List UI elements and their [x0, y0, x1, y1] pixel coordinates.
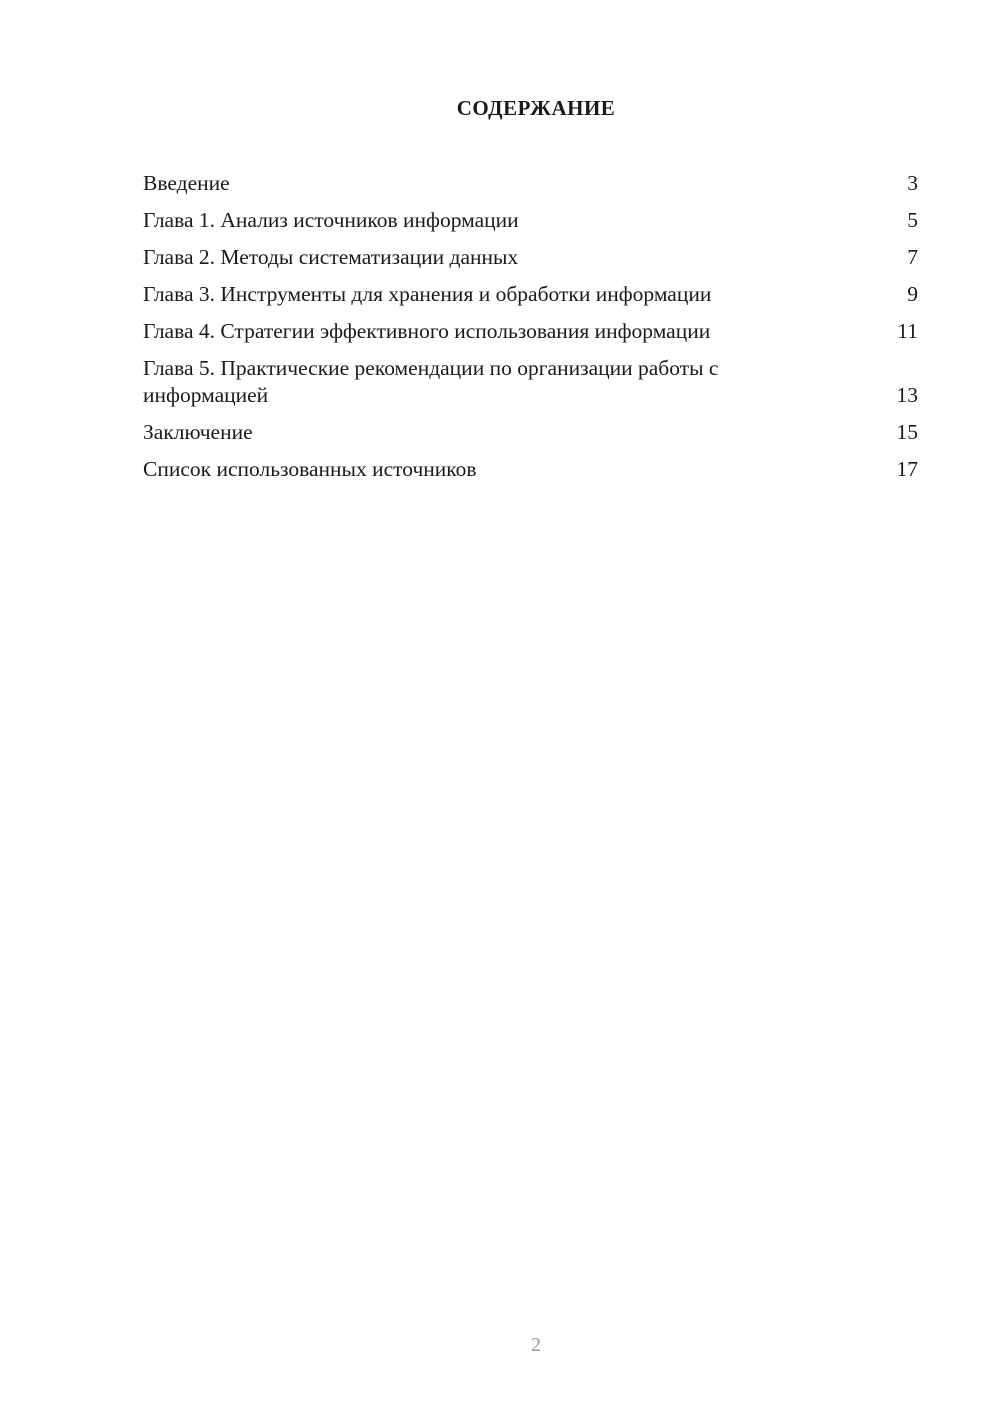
toc-entry-chapter-5	[143, 355, 918, 409]
toc-entry-chapter-2	[143, 244, 918, 271]
toc-entry-label: Глава 3. Инструменты для хранения и обработки информации	[143, 282, 712, 306]
toc-entry-chapter-3	[143, 281, 918, 308]
toc-entry-introduction	[143, 170, 918, 197]
toc-entry-page: 17	[896, 457, 918, 481]
toc-entry-page: 5	[907, 208, 918, 232]
toc-entry-label: Список использованных источников	[143, 457, 477, 481]
toc-entry-page: 13	[896, 383, 918, 407]
page-number: 2	[531, 1334, 541, 1356]
toc-entry-references	[143, 456, 918, 483]
toc-entry-page: 7	[907, 245, 918, 269]
toc-entry-page: 3	[907, 171, 918, 195]
toc-entry-page: 15	[896, 420, 918, 444]
page-title: СОДЕРЖАНИЕ	[456, 96, 616, 120]
toc-entry-label: Глава 2. Методы систематизации данных	[143, 245, 519, 269]
toc-entry-page: 9	[907, 282, 918, 306]
toc-entry-label: Глава 1. Анализ источников информации	[143, 208, 519, 232]
toc-entry-chapter-4	[143, 318, 918, 345]
toc-entry-conclusion	[143, 419, 918, 446]
toc-entry-label: Заключение	[143, 420, 253, 444]
toc-entry-chapter-1	[143, 207, 918, 234]
table-of-contents	[143, 170, 918, 493]
toc-entry-label: Глава 5. Практические рекомендации по организации работы с информацией	[143, 356, 719, 407]
toc-entry-label: Глава 4. Стратегии эффективного использования информации	[143, 319, 711, 343]
toc-entry-page: 11	[897, 319, 918, 343]
toc-entry-label: Введение	[143, 171, 230, 195]
